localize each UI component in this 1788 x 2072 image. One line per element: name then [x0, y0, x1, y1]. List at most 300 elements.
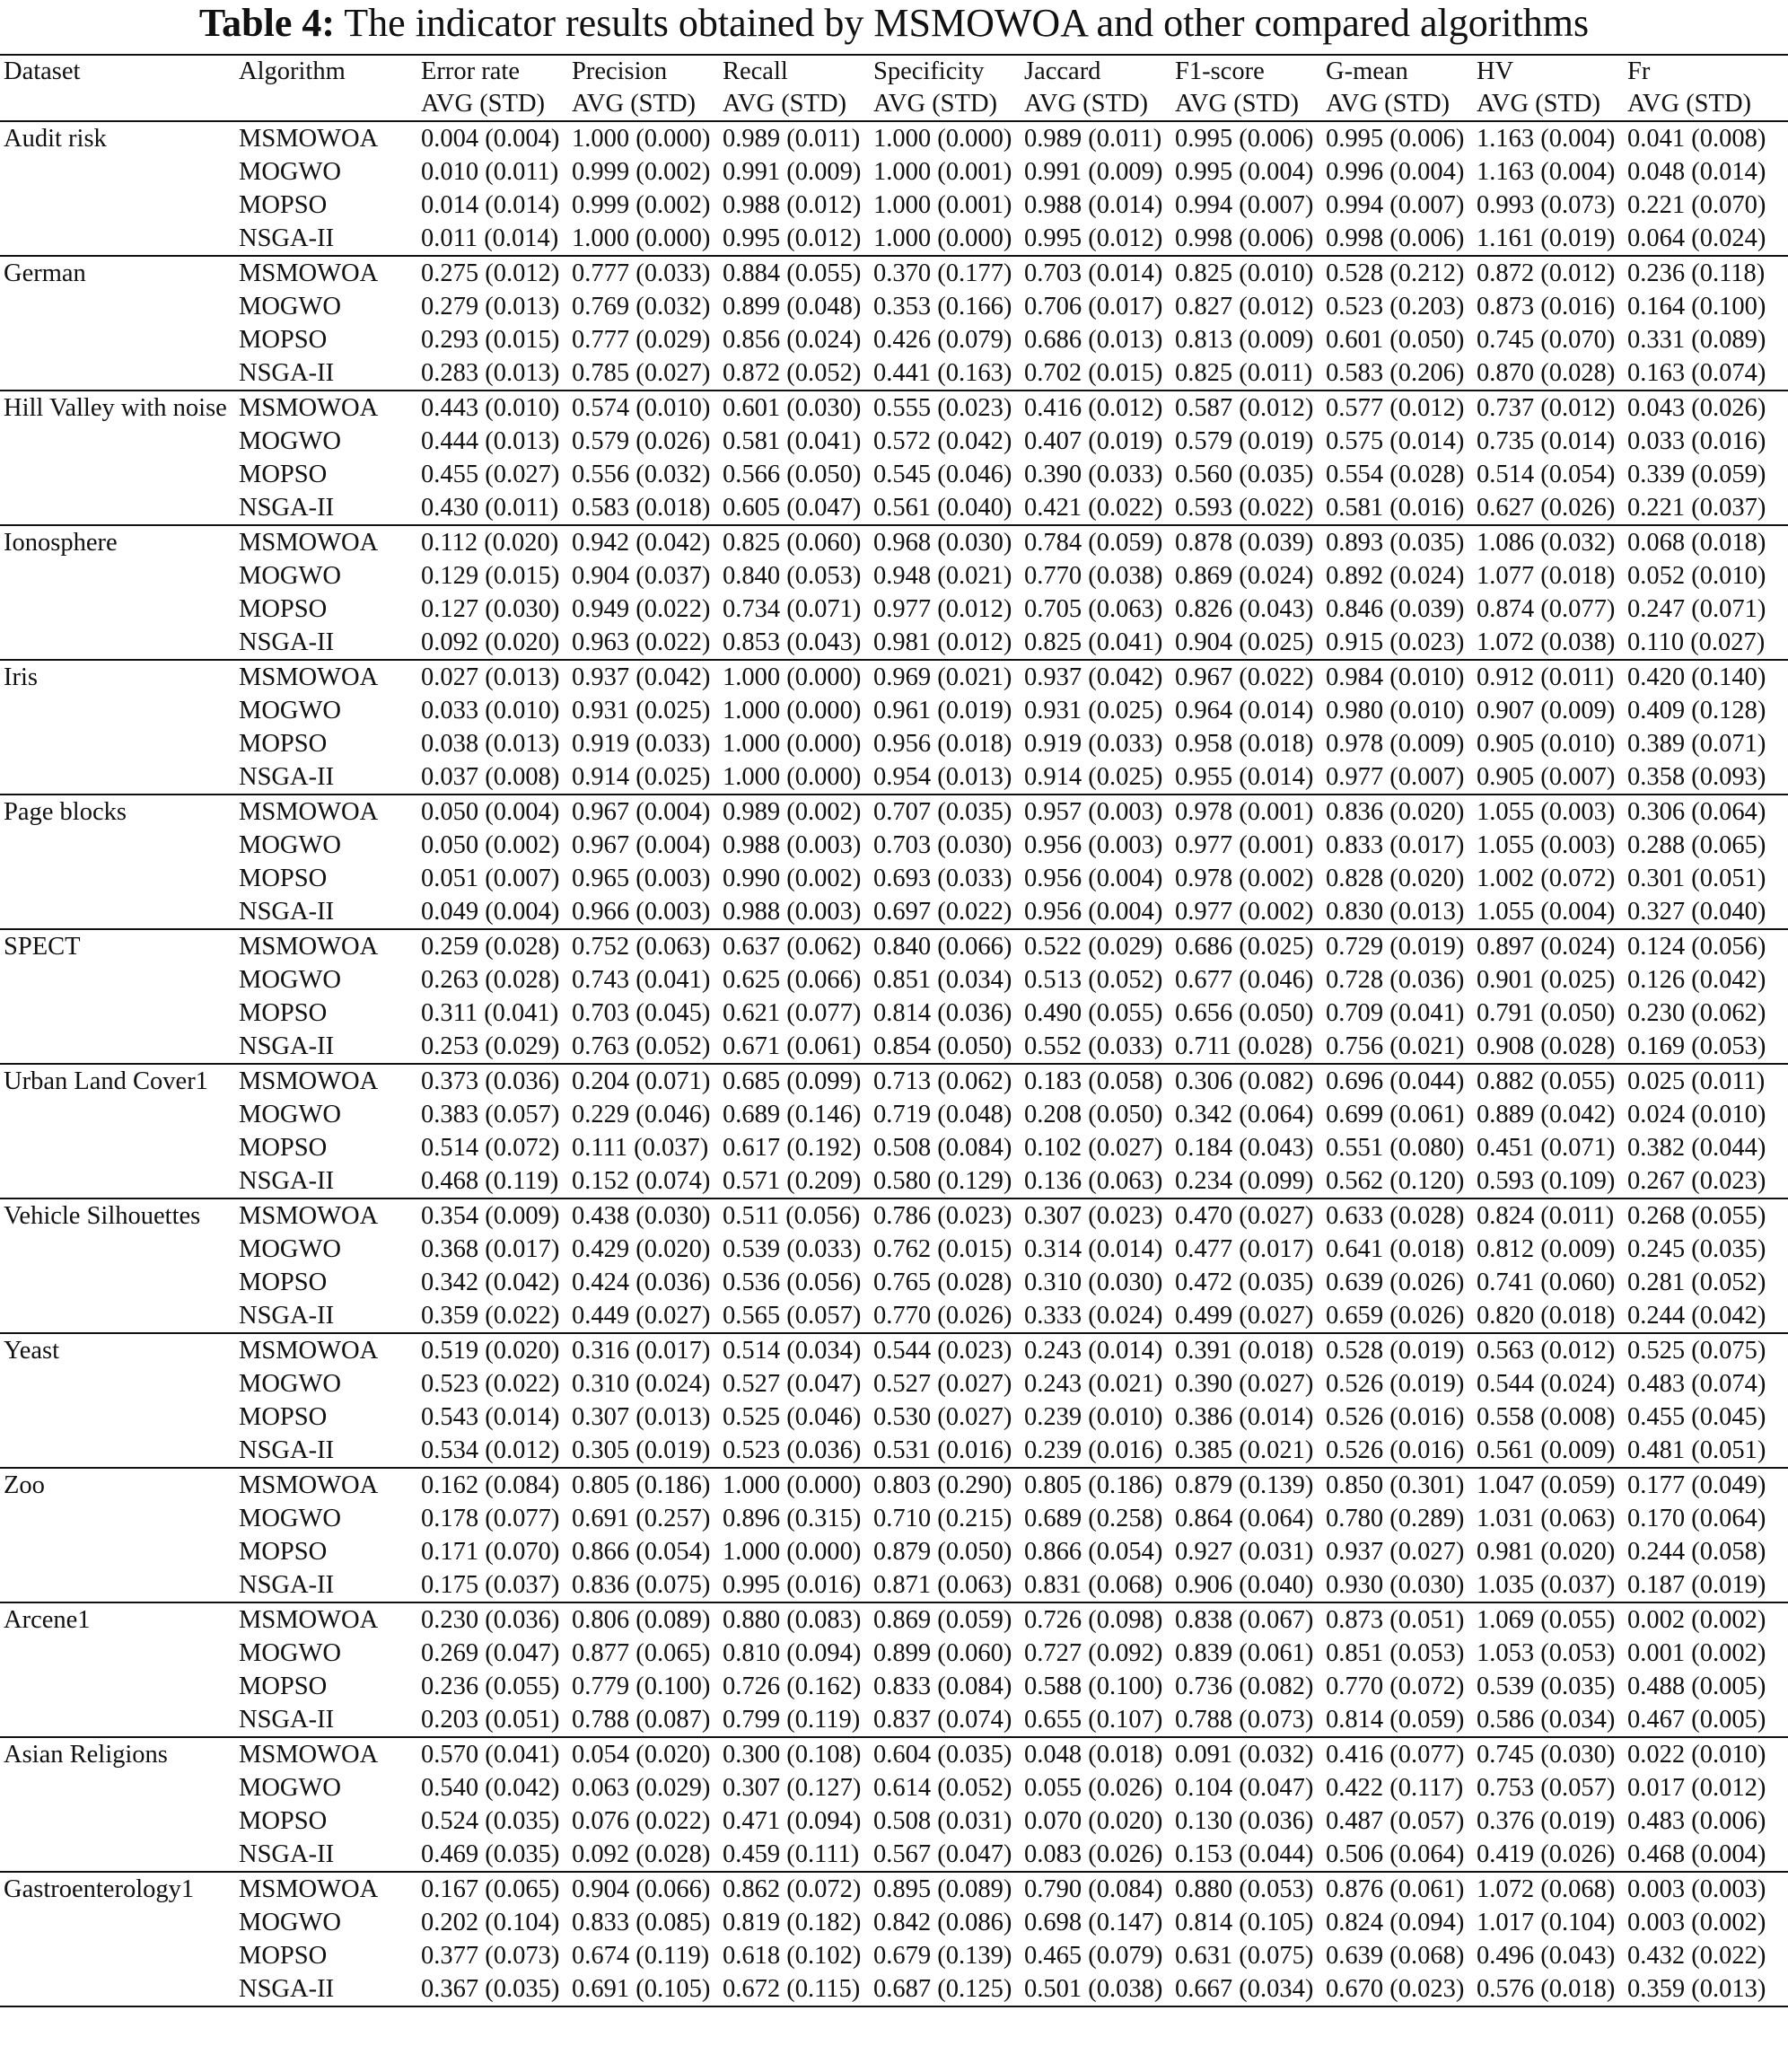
dataset-cell-empty — [0, 1299, 235, 1333]
table-row — [0, 1164, 1788, 1198]
metric-value: 0.871 (0.063) — [870, 1568, 1021, 1602]
metric-value: 0.995 (0.006) — [1175, 125, 1314, 153]
dataset-cell-empty — [0, 155, 235, 189]
dataset-cell-empty — [0, 356, 235, 391]
table-row — [0, 1299, 1788, 1333]
metric-value: 0.467 (0.005) — [1624, 1703, 1788, 1737]
metric-value: 0.562 (0.120) — [1322, 1164, 1473, 1198]
algorithm-name: MOGWO — [239, 1909, 341, 1936]
metric-value: 0.862 (0.072) — [723, 1875, 862, 1903]
metric-value: 0.526 (0.016) — [1326, 1403, 1465, 1431]
metric-value: 0.163 (0.074) — [1624, 356, 1788, 391]
dataset-cell-empty — [0, 491, 235, 525]
metric-value: 0.988 (0.014) — [1024, 191, 1163, 219]
metric-value: 0.625 (0.066) — [723, 966, 862, 994]
metric-value: 0.037 (0.008) — [417, 760, 568, 795]
metric-value: 0.508 (0.031) — [873, 1807, 1012, 1835]
metric-value: 0.243 (0.014) — [1024, 1337, 1163, 1365]
metric-value: 0.995 (0.012) — [1021, 222, 1171, 256]
metric-value: 1.163 (0.004) — [1477, 125, 1616, 153]
metric-value: 0.070 (0.020) — [1024, 1807, 1163, 1835]
metric-value: 1.055 (0.004) — [1473, 895, 1624, 929]
metric-value: 0.968 (0.030) — [873, 529, 1012, 557]
metric-value: 0.727 (0.092) — [1024, 1639, 1163, 1667]
algorithm-name: NSGA-II — [235, 760, 417, 795]
metric-value: 0.523 (0.036) — [719, 1434, 870, 1468]
metric-value: 0.605 (0.047) — [719, 491, 870, 525]
metric-value: 0.050 (0.002) — [421, 831, 560, 859]
metric-value: 0.555 (0.023) — [873, 394, 1012, 422]
dataset-name: Gastroenterology1 — [4, 1875, 195, 1903]
table-body — [0, 121, 1788, 2006]
metric-value: 0.064 (0.024) — [1624, 222, 1788, 256]
metric-value: 0.534 (0.012) — [417, 1434, 568, 1468]
metric-value: 0.770 (0.038) — [1024, 562, 1163, 590]
metric-value: 0.617 (0.192) — [723, 1134, 862, 1162]
table-row — [0, 626, 1788, 660]
metric-value: 0.339 (0.059) — [1627, 461, 1766, 488]
algorithm-name: MSMOWOA — [239, 798, 379, 826]
metric-value: 1.163 (0.004) — [1477, 158, 1616, 186]
metric-value: 0.204 (0.071) — [572, 1067, 711, 1095]
metric-value: 0.769 (0.032) — [572, 293, 711, 320]
metric-value: 0.390 (0.033) — [1024, 461, 1163, 488]
metric-value: 0.878 (0.039) — [1175, 529, 1314, 557]
header-stat-label: AVG (STD) — [1322, 88, 1473, 121]
metric-value: 0.306 (0.082) — [1175, 1067, 1314, 1095]
metric-value: 0.895 (0.089) — [873, 1875, 1012, 1903]
metric-value: 0.989 (0.011) — [723, 125, 861, 153]
metric-value: 0.587 (0.012) — [1175, 394, 1314, 422]
metric-value: 0.991 (0.009) — [723, 158, 862, 186]
metric-value: 0.430 (0.011) — [417, 491, 568, 525]
table-row — [0, 1602, 1788, 1637]
algorithm-name: MOGWO — [239, 1235, 341, 1263]
header-stat-label: AVG (STD) — [1473, 88, 1624, 121]
metric-value: 0.002 (0.002) — [1627, 1606, 1766, 1634]
metric-value: 1.000 (0.000) — [723, 1471, 862, 1499]
header-stat-label: AVG (STD) — [1171, 88, 1322, 121]
metric-value: 0.421 (0.022) — [1021, 491, 1171, 525]
metric-value: 0.779 (0.100) — [572, 1673, 711, 1700]
metric-value: 0.949 (0.022) — [572, 595, 711, 623]
metric-value: 0.468 (0.119) — [417, 1164, 568, 1198]
metric-value: 0.637 (0.062) — [723, 933, 862, 961]
dataset-cell-empty — [0, 1804, 235, 1838]
table-row — [0, 1939, 1788, 1972]
metric-value: 0.525 (0.046) — [723, 1403, 862, 1431]
metric-value: 0.083 (0.026) — [1021, 1838, 1171, 1872]
metric-value: 0.639 (0.068) — [1326, 1942, 1465, 1970]
metric-value: 0.989 (0.002) — [723, 798, 862, 826]
algorithm-name: NSGA-II — [235, 491, 417, 525]
dataset-cell-empty — [0, 1098, 235, 1131]
metric-value: 0.267 (0.023) — [1624, 1164, 1788, 1198]
algorithm-name: NSGA-II — [235, 1434, 417, 1468]
metric-value: 0.851 (0.053) — [1326, 1639, 1465, 1667]
metric-value: 0.230 (0.036) — [421, 1606, 560, 1634]
metric-value: 1.047 (0.059) — [1477, 1471, 1616, 1499]
metric-value: 0.810 (0.094) — [723, 1639, 862, 1667]
metric-value: 0.685 (0.099) — [723, 1067, 862, 1095]
metric-value: 0.221 (0.037) — [1624, 491, 1788, 525]
metric-value: 0.152 (0.074) — [568, 1164, 719, 1198]
metric-value: 1.000 (0.000) — [723, 730, 862, 758]
metric-value: 0.136 (0.063) — [1021, 1164, 1171, 1198]
metric-value: 0.554 (0.028) — [1326, 461, 1465, 488]
metric-value: 0.893 (0.035) — [1326, 529, 1465, 557]
metric-value: 0.697 (0.022) — [870, 895, 1021, 929]
metric-value: 0.770 (0.026) — [870, 1299, 1021, 1333]
algorithm-name: MOPSO — [239, 595, 328, 623]
algorithm-name: NSGA-II — [235, 356, 417, 391]
algorithm-name: NSGA-II — [235, 1030, 417, 1064]
metric-value: 0.948 (0.021) — [873, 562, 1012, 590]
algorithm-name: NSGA-II — [235, 626, 417, 660]
metric-value: 0.459 (0.111) — [719, 1838, 870, 1872]
dataset-name: German — [4, 259, 86, 287]
metric-value: 0.234 (0.099) — [1171, 1164, 1322, 1198]
metric-value: 0.840 (0.053) — [723, 562, 862, 590]
metric-value: 0.689 (0.258) — [1024, 1505, 1163, 1532]
algorithm-name: NSGA-II — [235, 1703, 417, 1737]
algorithm-name: NSGA-II — [235, 1299, 417, 1333]
metric-value: 0.514 (0.054) — [1477, 461, 1616, 488]
algorithm-name: MOPSO — [239, 865, 328, 892]
table-row — [0, 1198, 1788, 1233]
metric-value: 0.496 (0.043) — [1477, 1942, 1616, 1970]
metric-value: 0.571 (0.209) — [719, 1164, 870, 1198]
metric-value: 0.614 (0.052) — [873, 1774, 1012, 1802]
metric-value: 0.869 (0.059) — [873, 1606, 1012, 1634]
metric-value: 0.864 (0.064) — [1175, 1505, 1314, 1532]
table-row — [0, 593, 1788, 626]
metric-value: 0.873 (0.051) — [1326, 1606, 1465, 1634]
metric-value: 0.937 (0.042) — [1024, 663, 1163, 691]
metric-value: 0.354 (0.009) — [421, 1202, 560, 1230]
metric-value: 0.052 (0.010) — [1627, 562, 1766, 590]
metric-value: 0.050 (0.004) — [421, 798, 560, 826]
header-metric: HV — [1473, 55, 1624, 88]
metric-value: 0.699 (0.061) — [1326, 1101, 1465, 1128]
metric-value: 0.791 (0.050) — [1477, 999, 1616, 1027]
table-row — [0, 829, 1788, 862]
metric-value: 0.914 (0.025) — [1021, 760, 1171, 795]
metric-value: 0.889 (0.042) — [1477, 1101, 1616, 1128]
metric-value: 0.679 (0.139) — [873, 1942, 1012, 1970]
metric-value: 0.996 (0.004) — [1326, 158, 1465, 186]
metric-value: 1.002 (0.072) — [1477, 865, 1616, 892]
metric-value: 0.513 (0.052) — [1024, 966, 1163, 994]
dataset-cell-empty — [0, 963, 235, 996]
metric-value: 0.954 (0.013) — [870, 760, 1021, 795]
metric-value: 0.477 (0.017) — [1175, 1235, 1314, 1263]
header-row-metric-names — [0, 55, 1788, 88]
algorithm-name: MOGWO — [239, 1774, 341, 1802]
metric-value: 0.655 (0.107) — [1021, 1703, 1171, 1737]
table-row — [0, 1804, 1788, 1838]
metric-value: 0.833 (0.017) — [1326, 831, 1465, 859]
metric-value: 0.981 (0.012) — [870, 626, 1021, 660]
header-metric: Error rate — [417, 55, 568, 88]
header-metric: Recall — [719, 55, 870, 88]
metric-value: 0.869 (0.024) — [1175, 562, 1314, 590]
metric-value: 0.487 (0.057) — [1326, 1807, 1465, 1835]
metric-value: 0.049 (0.004) — [417, 895, 568, 929]
algorithm-name: MOPSO — [239, 999, 328, 1027]
metric-value: 0.831 (0.068) — [1021, 1568, 1171, 1602]
table-row — [0, 929, 1788, 963]
metric-value: 0.659 (0.026) — [1322, 1299, 1473, 1333]
metric-value: 1.000 (0.000) — [870, 222, 1021, 256]
metric-value: 0.531 (0.016) — [870, 1434, 1021, 1468]
metric-value: 0.202 (0.104) — [421, 1909, 560, 1936]
metric-value: 0.927 (0.031) — [1175, 1538, 1314, 1566]
metric-value: 0.377 (0.073) — [421, 1942, 560, 1970]
metric-value: 0.726 (0.098) — [1024, 1606, 1163, 1634]
metric-value: 0.110 (0.027) — [1624, 626, 1788, 660]
metric-value: 0.470 (0.027) — [1175, 1202, 1314, 1230]
metric-value: 0.572 (0.042) — [873, 427, 1012, 455]
metric-value: 0.601 (0.050) — [1326, 326, 1465, 354]
algorithm-name: MOPSO — [239, 1538, 328, 1566]
metric-value: 0.275 (0.012) — [421, 259, 560, 287]
algorithm-name: NSGA-II — [235, 1164, 417, 1198]
metric-value: 0.169 (0.053) — [1624, 1030, 1788, 1064]
metric-value: 0.788 (0.087) — [568, 1703, 719, 1737]
metric-value: 0.984 (0.010) — [1326, 663, 1465, 691]
dataset-cell-empty — [0, 222, 235, 256]
dataset-cell-empty — [0, 1568, 235, 1602]
metric-value: 0.014 (0.014) — [421, 191, 560, 219]
header-stat-label: AVG (STD) — [870, 88, 1021, 121]
metric-value: 0.162 (0.084) — [421, 1471, 560, 1499]
dataset-cell-empty — [0, 996, 235, 1030]
metric-value: 0.713 (0.062) — [873, 1067, 1012, 1095]
header-metric: Precision — [568, 55, 719, 88]
metric-value: 1.035 (0.037) — [1473, 1568, 1624, 1602]
metric-value: 0.866 (0.054) — [1024, 1538, 1163, 1566]
metric-value: 0.907 (0.009) — [1477, 697, 1616, 724]
metric-value: 0.899 (0.060) — [873, 1639, 1012, 1667]
metric-value: 1.031 (0.063) — [1477, 1505, 1616, 1532]
dataset-cell-empty — [0, 425, 235, 458]
metric-value: 0.880 (0.053) — [1175, 1875, 1314, 1903]
metric-value: 1.000 (0.001) — [873, 191, 1012, 219]
metric-value: 0.785 (0.027) — [568, 356, 719, 391]
metric-value: 0.310 (0.024) — [572, 1370, 711, 1398]
metric-value: 0.245 (0.035) — [1627, 1235, 1766, 1263]
metric-value: 0.705 (0.063) — [1024, 595, 1163, 623]
metric-value: 0.561 (0.040) — [870, 491, 1021, 525]
dataset-cell-empty — [0, 626, 235, 660]
metric-value: 0.385 (0.021) — [1171, 1434, 1322, 1468]
algorithm-name: MOPSO — [239, 461, 328, 488]
dataset-cell-empty — [0, 727, 235, 760]
metric-value: 0.455 (0.027) — [421, 461, 560, 488]
dataset-cell-empty — [0, 189, 235, 222]
table-row — [0, 1266, 1788, 1299]
metric-value: 0.523 (0.203) — [1326, 293, 1465, 320]
metric-value: 0.825 (0.060) — [723, 529, 862, 557]
metric-value: 0.999 (0.002) — [572, 191, 711, 219]
metric-value: 0.263 (0.028) — [421, 966, 560, 994]
metric-value: 0.639 (0.026) — [1326, 1269, 1465, 1296]
metric-value: 0.183 (0.058) — [1024, 1067, 1163, 1095]
algorithm-name: MSMOWOA — [239, 933, 379, 961]
metric-value: 0.825 (0.041) — [1021, 626, 1171, 660]
metric-value: 0.022 (0.010) — [1627, 1741, 1766, 1769]
metric-value: 0.164 (0.100) — [1627, 293, 1766, 320]
algorithm-name: MSMOWOA — [239, 125, 379, 153]
metric-value: 0.307 (0.013) — [572, 1403, 711, 1431]
metric-value: 0.703 (0.045) — [572, 999, 711, 1027]
table-row — [0, 155, 1788, 189]
table-row — [0, 1131, 1788, 1164]
metric-value: 0.828 (0.020) — [1326, 865, 1465, 892]
metric-value: 0.967 (0.004) — [572, 798, 711, 826]
algorithm-name: MOGWO — [239, 1101, 341, 1128]
metric-value: 0.963 (0.022) — [568, 626, 719, 660]
metric-value: 0.743 (0.041) — [572, 966, 711, 994]
algorithm-name: NSGA-II — [235, 895, 417, 929]
metric-value: 0.259 (0.028) — [421, 933, 560, 961]
table-row — [0, 559, 1788, 593]
algorithm-name: MSMOWOA — [239, 1875, 379, 1903]
metric-value: 0.129 (0.015) — [421, 562, 560, 590]
metric-value: 0.025 (0.011) — [1627, 1067, 1766, 1095]
dataset-cell-empty — [0, 1233, 235, 1266]
dataset-name: SPECT — [4, 933, 81, 961]
metric-value: 0.327 (0.040) — [1624, 895, 1788, 929]
metric-value: 0.244 (0.058) — [1627, 1538, 1766, 1566]
algorithm-name: MOPSO — [239, 1673, 328, 1700]
metric-value: 0.469 (0.035) — [417, 1838, 568, 1872]
table-row — [0, 1030, 1788, 1064]
metric-value: 0.719 (0.048) — [873, 1101, 1012, 1128]
algorithm-name: MOPSO — [239, 1403, 328, 1431]
metric-value: 0.753 (0.057) — [1477, 1774, 1616, 1802]
metric-value: 0.967 (0.004) — [572, 831, 711, 859]
metric-value: 1.000 (0.000) — [723, 1538, 862, 1566]
metric-value: 0.468 (0.004) — [1624, 1838, 1788, 1872]
metric-value: 0.995 (0.016) — [719, 1568, 870, 1602]
table-row — [0, 1333, 1788, 1367]
metric-value: 0.577 (0.012) — [1326, 394, 1465, 422]
dataset-cell-empty — [0, 1131, 235, 1164]
dataset-name: Zoo — [4, 1471, 45, 1499]
metric-value: 0.882 (0.055) — [1477, 1067, 1616, 1095]
dataset-cell-empty — [0, 1030, 235, 1064]
caption-text: The indicator results obtained by MSMOWOA and other compared algorithms — [344, 1, 1590, 45]
metric-value: 0.988 (0.012) — [723, 191, 862, 219]
metric-value: 0.230 (0.062) — [1627, 999, 1766, 1027]
metric-value: 0.239 (0.010) — [1024, 1403, 1163, 1431]
metric-value: 0.641 (0.018) — [1326, 1235, 1465, 1263]
table-row — [0, 1872, 1788, 1906]
metric-value: 1.000 (0.000) — [568, 222, 719, 256]
metric-value: 0.586 (0.034) — [1473, 1703, 1624, 1737]
metric-value: 0.853 (0.043) — [719, 626, 870, 660]
metric-value: 0.820 (0.018) — [1473, 1299, 1624, 1333]
metric-value: 0.687 (0.125) — [870, 1972, 1021, 2006]
metric-value: 0.988 (0.003) — [719, 895, 870, 929]
metric-value: 0.391 (0.018) — [1175, 1337, 1314, 1365]
metric-value: 0.937 (0.042) — [572, 663, 711, 691]
dataset-cell-empty — [0, 1367, 235, 1400]
metric-value: 0.514 (0.034) — [723, 1337, 862, 1365]
dataset-name: Hill Valley with noise — [4, 394, 227, 422]
dataset-cell-empty — [0, 1838, 235, 1872]
dataset-cell-empty — [0, 1703, 235, 1737]
metric-value: 0.389 (0.071) — [1627, 730, 1766, 758]
metric-value: 0.488 (0.005) — [1627, 1673, 1766, 1700]
dataset-name: Page blocks — [4, 798, 127, 826]
table-row — [0, 1434, 1788, 1468]
metric-value: 0.203 (0.051) — [417, 1703, 568, 1737]
table-row — [0, 356, 1788, 391]
metric-value: 0.874 (0.077) — [1477, 595, 1616, 623]
metric-value: 0.424 (0.036) — [572, 1269, 711, 1296]
metric-value: 0.167 (0.065) — [421, 1875, 560, 1903]
metric-value: 0.627 (0.026) — [1473, 491, 1624, 525]
algorithm-name: MOGWO — [239, 1639, 341, 1667]
metric-value: 0.836 (0.075) — [568, 1568, 719, 1602]
dataset-cell-empty — [0, 1939, 235, 1972]
table-row — [0, 1098, 1788, 1131]
dataset-cell-empty — [0, 559, 235, 593]
metric-value: 1.000 (0.000) — [719, 760, 870, 795]
metric-value: 0.579 (0.026) — [572, 427, 711, 455]
metric-value: 0.906 (0.040) — [1171, 1568, 1322, 1602]
metric-value: 0.552 (0.033) — [1021, 1030, 1171, 1064]
dataset-cell-empty — [0, 1400, 235, 1434]
metric-value: 0.955 (0.014) — [1171, 760, 1322, 795]
table-row — [0, 760, 1788, 795]
metric-value: 0.444 (0.013) — [421, 427, 560, 455]
dataset-name: Asian Religions — [4, 1741, 168, 1769]
metric-value: 0.432 (0.022) — [1627, 1942, 1766, 1970]
table-row — [0, 1233, 1788, 1266]
metric-value: 0.481 (0.051) — [1624, 1434, 1788, 1468]
metric-value: 0.990 (0.002) — [723, 865, 862, 892]
metric-value: 0.253 (0.029) — [417, 1030, 568, 1064]
metric-value: 0.130 (0.036) — [1175, 1807, 1314, 1835]
dataset-cell-empty — [0, 829, 235, 862]
metric-value: 0.991 (0.009) — [1024, 158, 1163, 186]
metric-value: 0.409 (0.128) — [1627, 697, 1766, 724]
metric-value: 0.370 (0.177) — [873, 259, 1012, 287]
table-row — [0, 425, 1788, 458]
header-metric: G-mean — [1322, 55, 1473, 88]
metric-value: 0.175 (0.037) — [417, 1568, 568, 1602]
algorithm-name: MSMOWOA — [239, 1202, 379, 1230]
metric-value: 0.342 (0.064) — [1175, 1101, 1314, 1128]
metric-value: 0.092 (0.028) — [568, 1838, 719, 1872]
metric-value: 0.745 (0.030) — [1477, 1741, 1616, 1769]
metric-value: 0.994 (0.007) — [1326, 191, 1465, 219]
header-blank — [235, 88, 417, 121]
header-stat-label: AVG (STD) — [1624, 88, 1788, 121]
algorithm-name: MOGWO — [239, 427, 341, 455]
metric-value: 0.762 (0.015) — [873, 1235, 1012, 1263]
metric-value: 0.998 (0.006) — [1171, 222, 1322, 256]
metric-value: 0.856 (0.024) — [723, 326, 862, 354]
metric-value: 0.010 (0.011) — [421, 158, 559, 186]
metric-value: 0.184 (0.043) — [1175, 1134, 1314, 1162]
metric-value: 1.072 (0.038) — [1473, 626, 1624, 660]
metric-value: 0.915 (0.023) — [1322, 626, 1473, 660]
